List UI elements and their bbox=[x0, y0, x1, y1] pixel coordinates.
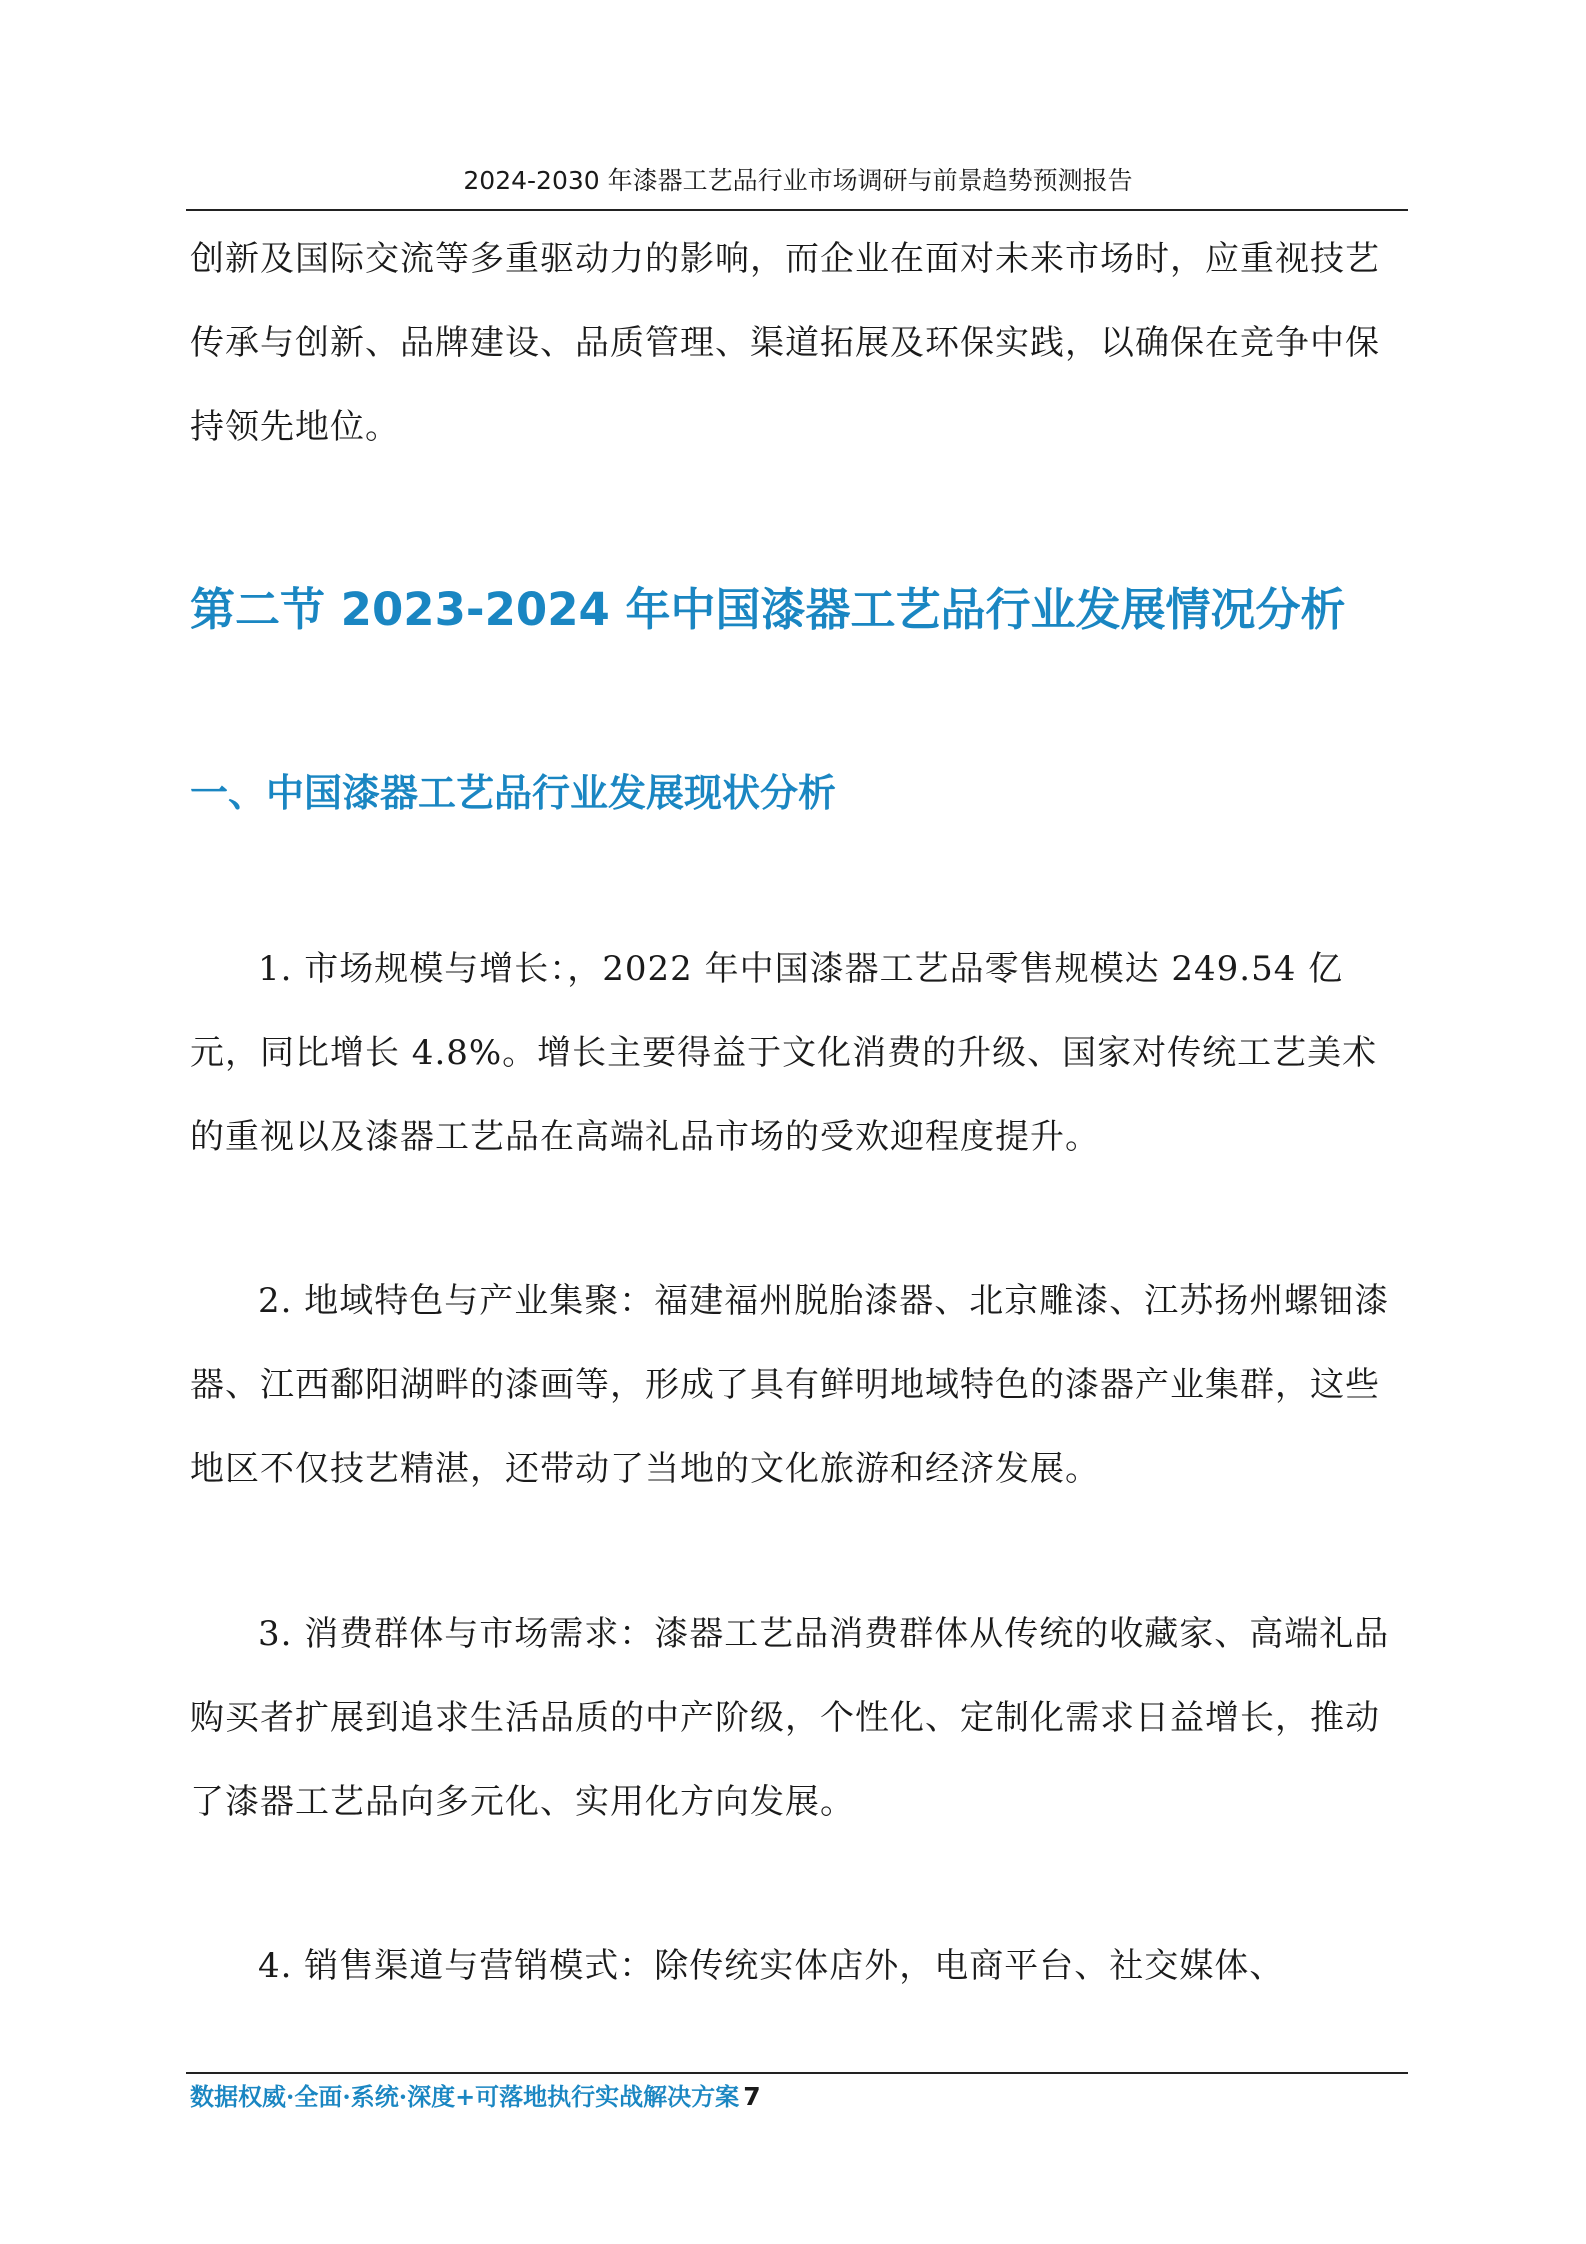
subsection-title: 一、中国漆器工艺品行业发展现状分析 bbox=[190, 771, 837, 815]
header-divider bbox=[186, 209, 1408, 211]
list-item-market-scale: 1. 市场规模与增长：，2022 年中国漆器工艺品零售规模达 249.54 亿元，同比增长 4.8%。增长主要得益于文化消费的升级、国家对传统工艺美术的重视以及漆器工艺品在高端礼品市场的受欢迎程度提升。 bbox=[190, 949, 1378, 1157]
list-item-regional-clusters: 2. 地域特色与产业集聚：福建福州脱胎漆器、北京雕漆、江苏扬州螺钿漆器、江西鄱阳湖畔的漆画等，形成了具有鲜明地域特色的漆器产业集群，这些地区不仅技艺精湛，还带动了当地的文化旅游和经济发展。 bbox=[190, 1281, 1390, 1489]
list-item-sales-channels: 4. 销售渠道与营销模式：除传统实体店外，电商平台、社交媒体、 bbox=[258, 1946, 1285, 1986]
page-header-title: 2024-2030 年漆器工艺品行业市场调研与前景趋势预测报告 bbox=[463, 166, 1133, 195]
footer-divider bbox=[186, 2072, 1408, 2074]
list-item-consumer-demand: 3. 消费群体与市场需求：漆器工艺品消费群体从传统的收藏家、高端礼品购买者扩展到追求生活品质的中产阶级，个性化、定制化需求日益增长，推动了漆器工艺品向多元化、实用化方向发展。 bbox=[190, 1614, 1390, 1822]
page-footer bbox=[190, 2080, 761, 2114]
page-number: 7 bbox=[743, 2082, 761, 2111]
section-title: 第二节 2023-2024 年中国漆器工艺品行业发展情况分析 bbox=[190, 583, 1346, 636]
intro-paragraph: 创新及国际交流等多重驱动力的影响，而企业在面对未来市场时，应重视技艺传承与创新、品牌建设、品质管理、渠道拓展及环保实践，以确保在竞争中保持领先地位。 bbox=[190, 239, 1380, 447]
footer-slogan: 数据权威·全面·系统·深度+可落地执行实战解决方案 bbox=[190, 2082, 740, 2111]
